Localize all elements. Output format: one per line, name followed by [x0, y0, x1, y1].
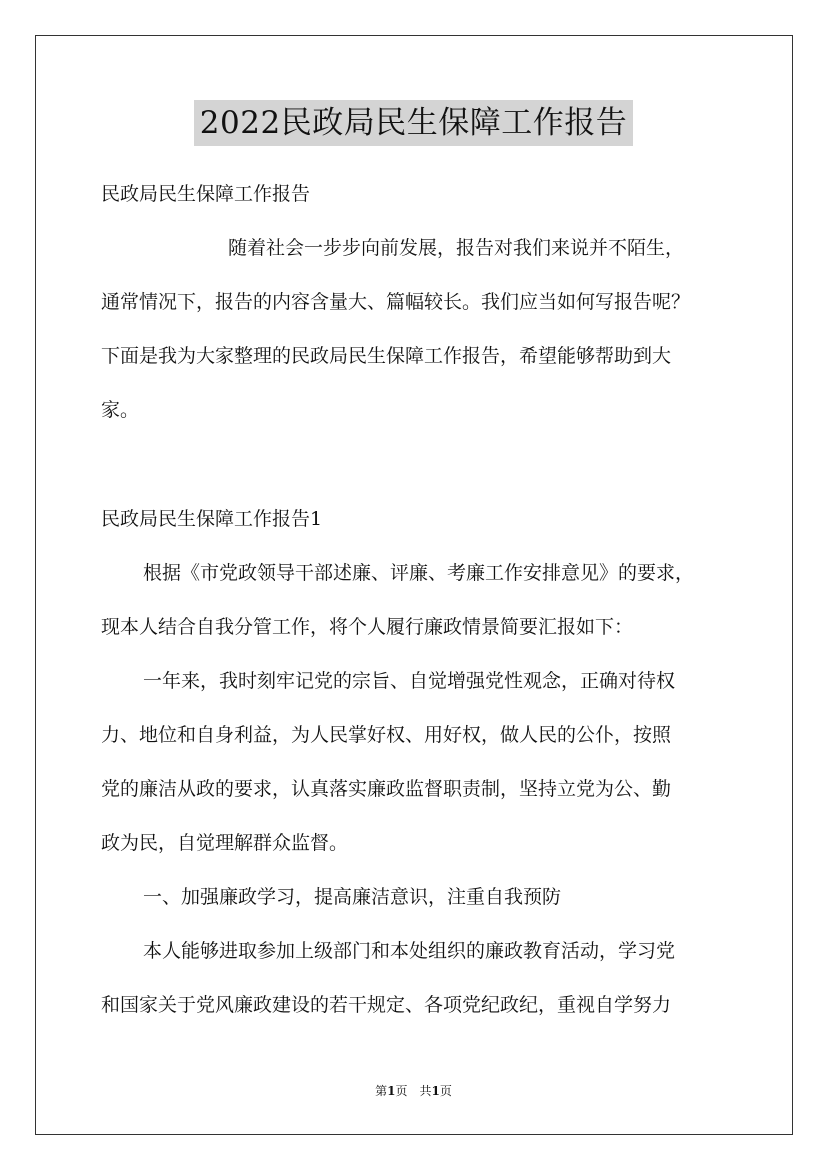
document-title: 2022民政局民生保障工作报告 [194, 100, 633, 146]
text-line: 党的廉洁从政的要求，认真落实廉政监督职责制，坚持立党为公、勤 [101, 778, 672, 800]
text-line: 随着社会一步步向前发展，报告对我们来说并不陌生， [228, 237, 685, 259]
page-footer [0, 1083, 827, 1099]
page-prefix: 第 [375, 1084, 388, 1098]
page-mid: 页 共 [395, 1084, 432, 1098]
section-heading: 民政局民生保障工作报告1 [101, 508, 323, 530]
page-total: 1 [431, 1084, 440, 1098]
title-area [0, 100, 827, 146]
text-line: 一年来，我时刻牢记党的宗旨、自觉增强党性观念，正确对待权 [143, 670, 676, 692]
text-line: 通常情况下，报告的内容含量大、篇幅较长。我们应当如何写报告呢？ [101, 291, 691, 313]
text-line: 民政局民生保障工作报告 [101, 183, 311, 205]
text-line: 本人能够进取参加上级部门和本处组织的廉政教育活动，学习党 [143, 940, 676, 962]
text-line: 根据《市党政领导干部述廉、评廉、考廉工作安排意见》的要求， [143, 562, 695, 584]
text-line: 现本人结合自我分管工作，将个人履行廉政情景简要汇报如下： [101, 616, 634, 638]
text-line: 和国家关于党风廉政建设的若干规定、各项党纪政纪，重视自学努力 [101, 994, 672, 1016]
page-suffix: 页 [439, 1084, 452, 1098]
text-line: 政为民，自觉理解群众监督。 [101, 832, 349, 854]
page-current: 1 [387, 1084, 396, 1098]
text-line: 力、地位和自身利益，为人民掌好权、用好权，做人民的公仆，按照 [101, 724, 672, 746]
text-line: 下面是我为大家整理的民政局民生保障工作报告，希望能够帮助到大 [101, 345, 672, 367]
subheading: 一、加强廉政学习，提高廉洁意识，注重自我预防 [143, 886, 562, 908]
text-line: 家。 [101, 399, 140, 421]
